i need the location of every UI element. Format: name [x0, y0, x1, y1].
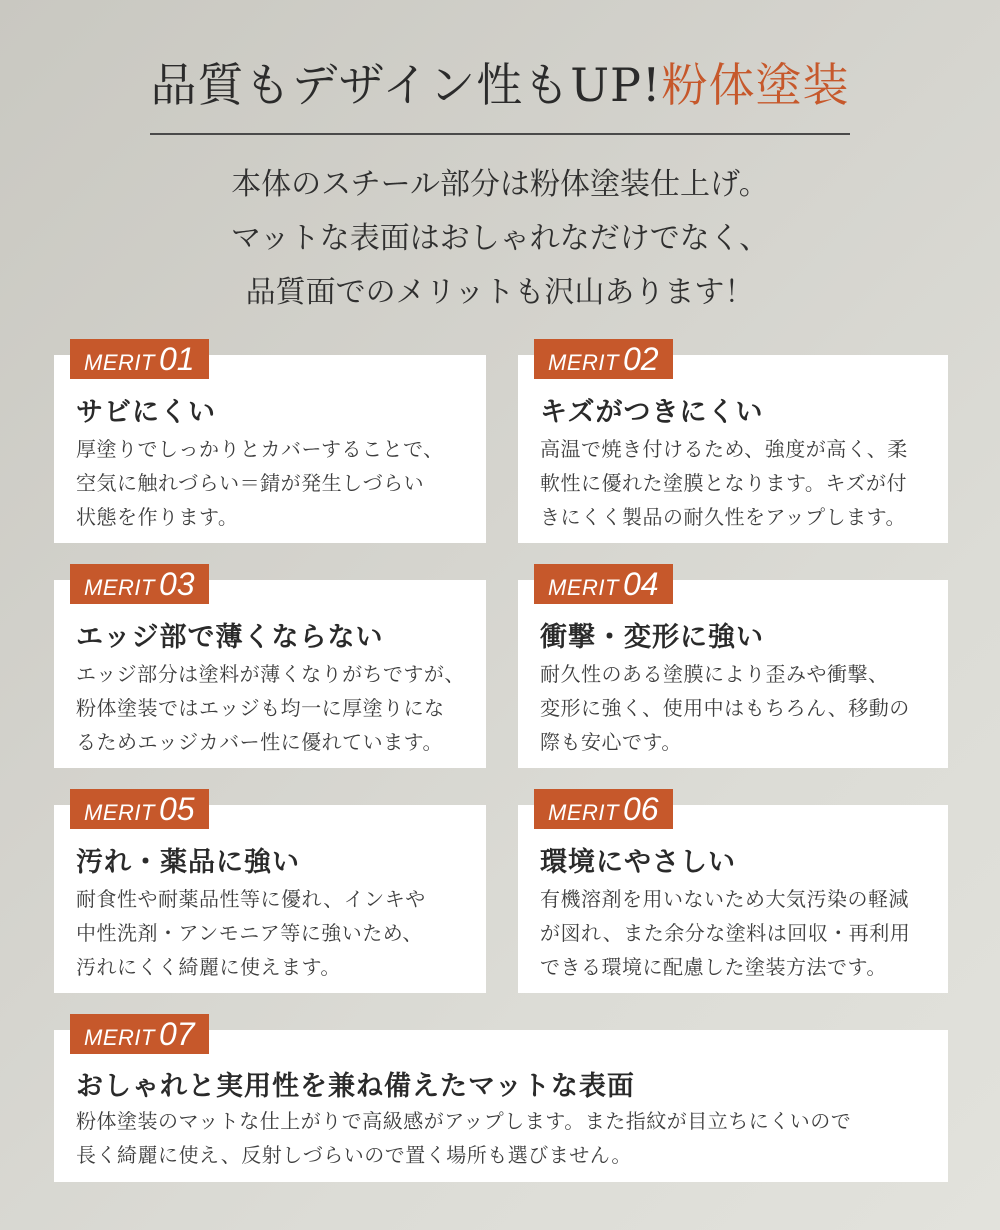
merit-body-line: 耐食性や耐薬品性等に優れ、インキや [76, 887, 426, 911]
merit-body-line: が図れ、また余分な塗料は回収・再利用 [540, 921, 911, 945]
merit-body-line: エッジ部分は塗料が薄くなりがちですが、 [76, 662, 465, 686]
intro-line: 本体のスチール部分は粉体塗装仕上げ。 [231, 167, 769, 202]
merit-body-07 [76, 1104, 851, 1172]
merit-badge-number: 05 [158, 791, 195, 827]
merit-badge-04 [534, 564, 673, 604]
merit-badge-label: MERIT [84, 1025, 155, 1050]
merit-title-02: キズがつきにくい [540, 397, 764, 428]
merit-body-line: 粉体塗装のマットな仕上がりで高級感がアップします。また指紋が目立ちにくいので [76, 1109, 852, 1133]
merit-body-05 [76, 882, 426, 984]
merit-body-line: 長く綺麗に使え、反射しづらいので置く場所も選びません。 [76, 1143, 632, 1167]
page-title [0, 50, 1000, 120]
merit-badge-label: MERIT [548, 350, 619, 375]
merit-badge-label: MERIT [84, 350, 155, 375]
merit-badge-label: MERIT [84, 575, 155, 600]
merit-title-06: 環境にやさしい [540, 847, 736, 878]
merit-badge-label: MERIT [84, 800, 155, 825]
merit-badge-02 [534, 339, 673, 379]
merit-badge-number: 02 [622, 341, 659, 377]
merit-body-06 [540, 882, 910, 984]
merit-badge-05 [70, 789, 209, 829]
intro-line: マットな表面はおしゃれなだけでなく、 [230, 221, 770, 256]
merit-body-line: 空気に触れづらい＝錆が発生しづらい [76, 471, 425, 495]
merit-body-line: 汚れにくく綺麗に使えます。 [76, 955, 341, 979]
merit-badge-number: 04 [622, 566, 659, 602]
merit-body-line: 中性洗剤・アンモニア等に強いため、 [76, 921, 423, 945]
title-divider [150, 133, 850, 135]
merit-body-line: 高温で焼き付けるため、強度が高く、柔 [540, 437, 908, 461]
merit-badge-number: 01 [158, 341, 195, 377]
merit-body-line: るためエッジカバー性に優れています。 [76, 730, 443, 754]
merit-body-line: 変形に強く、使用中はもちろん、移動の [540, 696, 910, 720]
merit-badge-07 [70, 1014, 209, 1054]
intro-text [0, 158, 1000, 320]
merit-body-line: 耐久性のある塗膜により歪みや衝撃、 [540, 662, 889, 686]
merit-body-line: 状態を作ります。 [76, 505, 239, 529]
merit-body-04 [540, 657, 910, 759]
merit-title-07: おしゃれと実用性を兼ね備えたマットな表面 [76, 1071, 635, 1102]
page-title-main: 品質もデザイン性もUP! [150, 58, 662, 112]
merit-body-03 [76, 657, 465, 759]
merit-title-01: サビにくい [76, 397, 216, 428]
merit-badge-label: MERIT [548, 800, 619, 825]
merit-body-line: できる環境に配慮した塗装方法です。 [540, 955, 887, 979]
page-title-accent: 粉体塗装 [661, 58, 850, 112]
merit-title-03: エッジ部で薄くならない [76, 622, 384, 653]
merit-badge-number: 07 [158, 1016, 195, 1052]
merit-body-line: 有機溶剤を用いないため大気汚染の軽減 [540, 887, 909, 911]
merit-body-line: 粉体塗装ではエッジも均一に厚塗りにな [76, 696, 445, 720]
merit-badge-label: MERIT [548, 575, 619, 600]
merit-body-01 [76, 432, 444, 534]
intro-line: 品質面でのメリットも沢山あります！ [245, 275, 755, 310]
merit-body-line: 軟性に優れた塗膜となります。キズが付 [540, 471, 907, 495]
merit-badge-01 [70, 339, 209, 379]
merit-badge-03 [70, 564, 209, 604]
merit-body-line: 際も安心です。 [540, 730, 682, 754]
merit-badge-number: 03 [158, 566, 195, 602]
merit-body-line: きにくく製品の耐久性をアップします。 [540, 505, 906, 529]
merit-body-02 [540, 432, 908, 534]
merit-body-line: 厚塗りでしっかりとカバーすることで、 [76, 437, 444, 461]
merit-title-05: 汚れ・薬品に強い [76, 847, 300, 878]
merit-badge-number: 06 [622, 791, 659, 827]
merit-badge-06 [534, 789, 673, 829]
merit-title-04: 衝撃・変形に強い [540, 622, 764, 653]
